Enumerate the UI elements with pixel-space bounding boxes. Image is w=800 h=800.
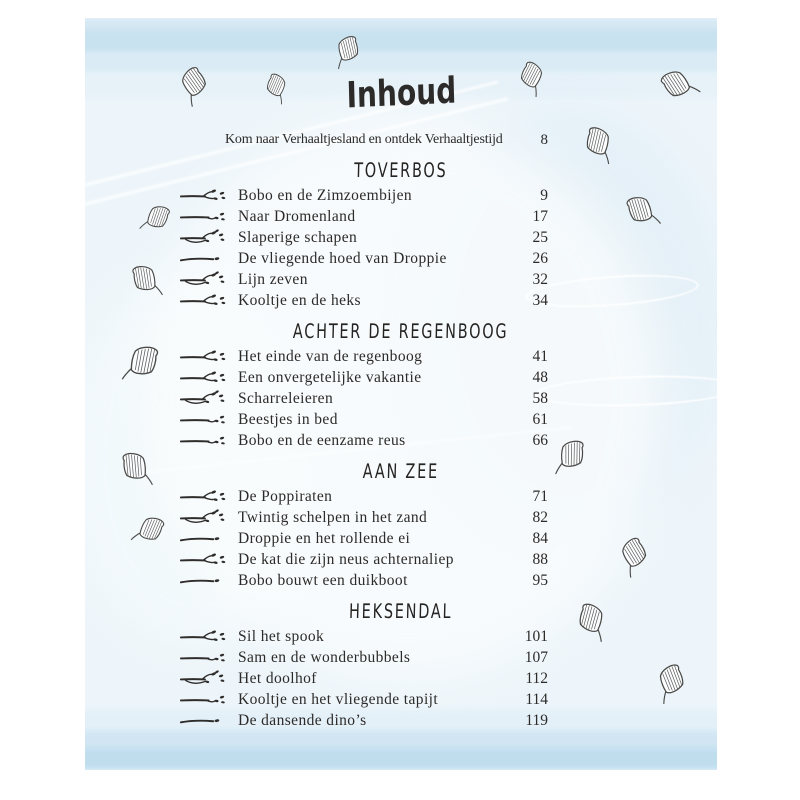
twig-v4-icon	[180, 712, 228, 729]
entry-title: Lijn zeven	[238, 270, 308, 288]
twig-v2-icon	[180, 649, 228, 666]
toc-list	[180, 626, 548, 731]
entry-page-number: 88	[532, 550, 548, 568]
entry-page-number: 82	[532, 508, 548, 526]
entry-title: Sil het spook	[238, 627, 325, 645]
toc-entry	[180, 290, 548, 311]
intro-page-number: 8	[540, 132, 548, 148]
twig-v1-icon	[180, 187, 228, 204]
twig-v1-icon	[180, 488, 228, 505]
intro-entry	[225, 130, 548, 150]
toc-entry	[180, 346, 548, 367]
entry-title: De vliegende hoed van Droppie	[238, 249, 447, 267]
entry-title: De kat die zijn neus achternaliep	[238, 550, 454, 568]
entry-title: Sam en de wonderbubbels	[238, 648, 411, 666]
entry-title: Het einde van de regenboog	[238, 347, 423, 365]
section-heading	[85, 159, 717, 182]
entry-page-number: 41	[532, 347, 548, 365]
entry-title: Slaperige schapen	[238, 228, 358, 246]
contents-page	[85, 18, 717, 770]
entry-title: Het doolhof	[238, 669, 317, 687]
entry-title: Scharreleieren	[238, 389, 334, 407]
entry-page-number: 48	[532, 368, 548, 386]
entry-page-number: 107	[524, 648, 548, 666]
toc-entry	[180, 486, 548, 507]
entry-title: Twintig schelpen in het zand	[238, 508, 428, 526]
entry-title: Droppie en het rollende ei	[238, 529, 411, 547]
toc-entry	[180, 710, 548, 731]
entry-title: Beestjes in bed	[238, 410, 338, 428]
entry-page-number: 119	[525, 711, 548, 729]
toc-entry	[180, 528, 548, 549]
toc-entry	[180, 430, 548, 451]
entry-page-number: 58	[532, 389, 548, 407]
entry-page-number: 114	[525, 690, 548, 708]
twig-v3-icon	[180, 229, 228, 246]
toc-section	[85, 159, 717, 311]
toc-list	[180, 185, 548, 311]
entry-page-number: 66	[532, 431, 548, 449]
toc-entry	[180, 206, 548, 227]
table-of-contents	[85, 18, 717, 770]
entry-page-number: 84	[532, 529, 548, 547]
entry-title: Een onvergetelijke vakantie	[238, 368, 422, 386]
toc-entry	[180, 269, 548, 290]
toc-entry	[180, 689, 548, 710]
twig-v1-icon	[180, 628, 228, 645]
toc-entry	[180, 388, 548, 409]
toc-section	[85, 460, 717, 591]
twig-v2-icon	[180, 691, 228, 708]
twig-v3-icon	[180, 390, 228, 407]
entry-title: Kooltje en de heks	[238, 291, 361, 309]
page-title	[85, 70, 717, 117]
toc-entry	[180, 626, 548, 647]
toc-entry	[180, 367, 548, 388]
toc-entry	[180, 409, 548, 430]
toc-entry	[180, 227, 548, 248]
entry-title: Kooltje en het vliegende tapijt	[238, 690, 439, 708]
entry-page-number: 95	[532, 571, 548, 589]
twig-v3-icon	[180, 509, 228, 526]
toc-list	[180, 346, 548, 451]
entry-page-number: 71	[532, 487, 548, 505]
toc-entry	[180, 549, 548, 570]
twig-v1-icon	[180, 348, 228, 365]
section-heading	[85, 600, 717, 623]
twig-v3-icon	[180, 670, 228, 687]
entry-title: Bobo bouwt een duikboot	[238, 571, 408, 589]
toc-entry	[180, 570, 548, 591]
toc-sections	[85, 159, 717, 731]
entry-title: De Poppiraten	[238, 487, 333, 505]
twig-v2-icon	[180, 411, 228, 428]
toc-entry	[180, 185, 548, 206]
twig-v1-icon	[180, 551, 228, 568]
entry-page-number: 26	[532, 249, 548, 267]
entry-title: Naar Dromenland	[238, 207, 356, 225]
entry-title: Bobo en de eenzame reus	[238, 431, 406, 449]
section-heading-label: ACHTER DE REGENBOOG	[292, 319, 510, 343]
toc-entry	[180, 668, 548, 689]
toc-section	[85, 600, 717, 731]
toc-list	[180, 486, 548, 591]
twig-v4-icon	[180, 572, 228, 589]
section-heading	[85, 460, 717, 483]
entry-page-number: 101	[524, 627, 548, 645]
entry-page-number: 61	[532, 410, 548, 428]
section-heading-label: TOVERBOS	[354, 158, 448, 182]
toc-entry	[180, 248, 548, 269]
toc-section	[85, 320, 717, 451]
entry-page-number: 17	[532, 207, 548, 225]
toc-entry	[180, 507, 548, 528]
twig-v2-icon	[180, 208, 228, 225]
entry-page-number: 32	[532, 270, 548, 288]
entry-page-number: 25	[532, 228, 548, 246]
section-heading-label: HEKSENDAL	[349, 599, 453, 623]
twig-v1-icon	[180, 292, 228, 309]
twig-v4-icon	[180, 250, 228, 267]
entry-page-number: 112	[525, 669, 548, 687]
twig-v4-icon	[180, 530, 228, 547]
twig-v1-icon	[180, 369, 228, 386]
intro-title: Kom naar Verhaaltjesland en ontdek Verhaaltjestijd	[225, 132, 503, 147]
twig-v3-icon	[180, 271, 228, 288]
entry-title: Bobo en de Zimzoembijen	[238, 186, 413, 204]
entry-title: De dansende dino’s	[238, 711, 367, 729]
page-title-label: Inhoud	[345, 70, 457, 117]
section-heading	[85, 320, 717, 343]
entry-page-number: 34	[532, 291, 548, 309]
entry-page-number: 9	[540, 186, 548, 204]
section-heading-label: AAN ZEE	[362, 459, 440, 483]
toc-entry	[180, 647, 548, 668]
twig-v2-icon	[180, 432, 228, 449]
